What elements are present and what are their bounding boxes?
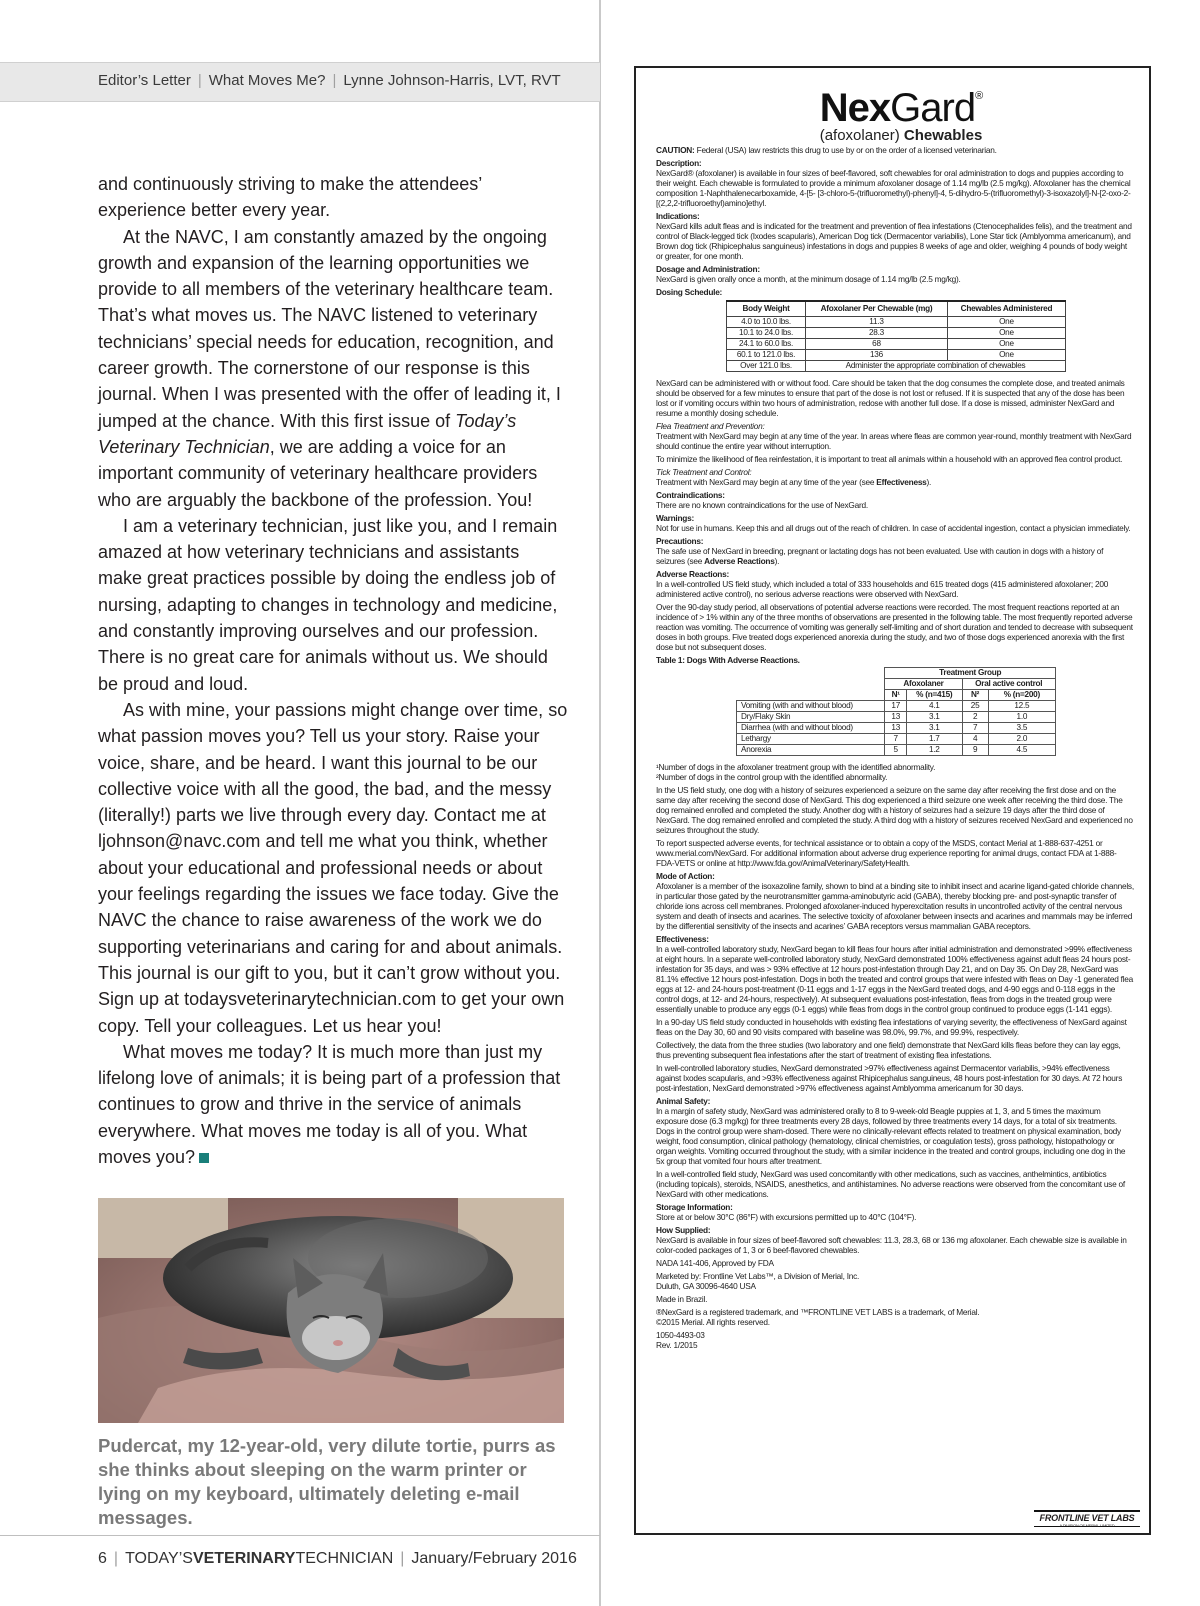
header-breadcrumb: Editor’s Letter | What Moves Me? | Lynne Johnson-Harris, LVT, RVT: [98, 72, 561, 89]
end-of-article-mark: [199, 1153, 209, 1163]
section-header: [0, 62, 600, 102]
table-row: Lethargy 7 1.7 4 2.0: [737, 734, 1056, 745]
page-number: 6: [98, 1550, 107, 1567]
page-footer: 6 | TODAY’SVETERINARYTECHNICIAN | January/February 2016: [98, 1550, 577, 1567]
footer-rule: [0, 1535, 600, 1536]
dosing-schedule-table: Body Weight Afoxolaner Per Chewable (mg) Chewables Administered 4.0 to 10.0 lbs. 11.3 One 10.1 to 24.0 lbs. 28.3 One 24.1 to 60.0 lbs. 68 One 60.1 to 121.0 lbs. 136 One Over 121.0 lbs. Administer the appropriate combination of chewables: [726, 300, 1066, 372]
cat-photo: [98, 1198, 564, 1423]
table-row: Vomiting (with and without blood) 17 4.1 25 12.5: [737, 701, 1056, 712]
prescribing-info: CAUTION: Federal (USA) law restricts this drug to use by or on the order of a licensed veterinarian. Description: NexGard® (afoxolaner) is available in four sizes of beef-flavored, soft chewables for oral administration to dogs and puppies according to their weight. Each chewable is formulated to provide a minimum afoxolaner dosage of 1.14 mg/lb (2.5 mg/kg). Afoxolaner has the chemical composition 1-Naphthalenecarboxamide, 4-[5- [3-chloro-5-(trifluoromethyl)-phenyl]-4, 5-dihydro-5-(trifluoromethyl)-3-isoxazolyl]-N-[2-oxo-2-[(2,2,2-trifluoroethyl)amino]ethyl. Indications: NexGard kills adult fleas and is indicated for the treatment and prevention of flea infestations (Ctenocephalides felis), and the treatment and control of Black-legged tick (Ixodes scapularis), American Dog tick (Dermacentor variabilis), Lone Star tick (Amblyomma americanum), and Brown dog tick (Rhipicephalus sanguineus) infestations in dogs and puppies 8 weeks of age and older, weighing 4 pounds of body weight or greater, for one month. Dosage and Administration: NexGard is given orally once a month, at the minimum dosage of 1.14 mg/lb (2.5 mg/kg). Dosing Schedule: Body Weight Afoxolaner Per Chewable (mg) Chewables Administered 4.0 to 10.0 lbs. 11.3 One 10.1 to 24.0 lbs. 28.3 One 24.1 to 60.0 lbs. 68 One 60.1 to 121.0 lbs. 136 One Over 121.0 lbs. Administer the appropriate combination of chewables NexGard can be administered with or without food. Care should be taken that the dog consumes the complete dose, and treated animals should be observed for a few minutes to ensure that part of the dose is not lost or refused. If it is suspected that any of the dose has been lost or if vomiting occurs within two hours of administration, redose with another full dose. If a dose is missed, administer NexGard and resume a monthly dosing schedule. Flea Treatment and Prevention: Treatment with NexGard may begin at any time of the year. In areas where fleas are common year-round, monthly treatment with NexGard should continue the entire year without interruption. To minimize the likelihood of flea reinfestation, it is important to treat all animals within a household with an approved flea control product. Tick Treatment and Control: Treatment with NexGard may begin at any time of the year (see Effectiveness). Contraindications: There are no known contraindications for the use of NexGard. Warnings: Not for use in humans. Keep this and all drugs out of the reach of children. In case of accidental ingestion, contact a physician immediately. Precautions: The safe use of NexGard in breeding, pregnant or lactating dogs has not been evaluated. Use with caution in dogs with a history of seizures (see Adverse Reactions). Adverse Reactions: In a well-controlled US field study, which included a total of 333 households and 615 treated dogs (415 administered afoxolaner; 200 administered active control), no serious adverse reactions were observed with NexGard. Over the 90-day study period, all observations of potential adverse reactions were recorded. The most frequent reactions reported at an incidence of > 1% within any of the three months of observations are presented in the following table. The most frequently reported adverse reaction was vomiting. The occurrence of vomiting was generally self-limiting and of short duration and tended to decrease with subsequent doses in both groups. Five treated dogs experienced anorexia during the study, and two of those dogs experienced anorexia with the first dose but not subsequent doses. Table 1: Dogs With Adverse Reactions. Treatment Group Afoxolaner Oral active control N¹ % (n=415) N² % (n=200) Vomiting (with and without blood) 17 4.1 25 12.5 Dry/Flaky Skin 13 3.1 2 1.0 Diarrhea (with and without blood) 13 3.1 7 3.5 Lethargy 7 1.7 4 2.0 Anorexia 5 1.2 9 4.5 ¹Number of dogs in the afoxolaner treatment group with the identified abnormality. ²Number of dogs in the control group with the identified abnormality. In the US field study, one dog with a history of seizures experienced a seizure on the same day after receiving the first dose and on the same day after receiving the second dose of NexGard. This dog experienced a third seizure one week after receiving the third dose. The dog remained enrolled and completed the study. Another dog with a history of seizures had a seizure 19 days after the third dose of NexGard. The dog remained enrolled and completed the study. A third dog with a history of seizures received NexGard and experienced no seizures throughout the study. To report suspected adverse events, for technical assistance or to obtain a copy of the MSDS, contact Merial at 1-888-637-4251 or www.merial.com/NexGard. For additional information about adverse drug experience reporting for animal drugs, contact FDA at 1-888-FDA-VETS or online at http://www.fda.gov/AnimalVeterinary/SafetyHealth. Mode of Action: Afoxolaner is a member of the isoxazoline family, shown to bind at a binding site to inhibit insect and acarine ligand-gated chloride channels, in particular those gated by the neurotransmitter gamma-aminobutyric acid (GABA), thereby blocking pre- and post-synaptic transfer of chloride ions across cell membranes. Prolonged afoxolaner-induced hyperexcitation results in uncontrolled activity of the central nervous system and death of insects and acarines. The selective toxicity of afoxolaner between insects and acarines and mammals may be inferred by the differential sensitivity of the insects and acarines’ GABA receptors versus mammalian GABA receptors. Effectiveness: In a well-controlled laboratory study, NexGard began to kill fleas four hours after initial administration and demonstrated >99% effectiveness at eight hours. In a separate well-controlled laboratory study, NexGard demonstrated 100% effectiveness against adult fleas 24 hours post-infestation for 35 days, and was > 93% effective at 12 hours post-infestation through Day 21, and on Day 35. On Day 28, NexGard was 81.1% effective 12 hours post-infestation. Dogs in both the treated and control groups that were infested with fleas on Day -1 generated flea eggs at 12- and 24-hours post-treatment (0-11 eggs and 1-17 eggs in the NexGard treated dogs, and 4-90 eggs and 0-118 eggs in the control dogs, at 12- and 24-hours, respectively). At subsequent evaluations post-infestation, fleas from dogs in the treated group were essentially unable to produce any eggs (0-1 eggs) while fleas from dogs in the control group continued to produce eggs (1-141 eggs). In a 90-day US field study conducted in households with existing flea infestations of varying severity, the effectiveness of NexGard against fleas on the Day 30, 60 and 90 visits compared with baseline was 98.0%, 99.7%, and 99.9%, respectively. Collectively, the data from the three studies (two laboratory and one field) demonstrate that NexGard kills fleas before they can lay eggs, thus preventing subsequent flea infestations after the start of treatment of existing flea infestations. In well-controlled laboratory studies, NexGard demonstrated >97% effectiveness against Dermacentor variabilis, >94% effectiveness against Ixodes scapularis, and >93% effectiveness against Rhipicephalus sanguineus, 48 hours post-infestation for 30 days. At 72 hours post-infestation, NexGard demonstrated >97% effectiveness against Amblyomma americanum for 30 days. Animal Safety: In a margin of safety study, NexGard was administered orally to 8 to 9-week-old Beagle puppies at 1, 3, and 5 times the maximum exposure dose (6.3 mg/kg) for three treatments every 28 days, followed by three treatments every 14 days, for a total of six treatments. Dogs in the control group were sham-dosed. There were no clinically-relevant effects related to treatment on physical examination, body weight, food consumption, clinical pathology (hematology, clinical chemistries, or coagulation tests), gross pathology, histopathology or organ weights. Vomiting occurred throughout the study, with a similar incidence in the treated and control groups, including one dog in the 5x group that vomited four hours after treatment. In a well-controlled field study, NexGard was used concomitantly with other medications, such as vaccines, anthelmintics, antibiotics (including topicals), steroids, NSAIDS, anesthetics, and antihistamines. No adverse reactions were observed from the concomitant use of NexGard with other medications. Storage Information: Store at or below 30°C (86°F) with excursions permitted up to 40°C (104°F). How Supplied: NexGard is available in four sizes of beef-flavored soft chewables: 11.3, 28.3, 68 or 136 mg afoxolaner. Each chewable size is available in color-coded packages of 1, 3 or 6 beef-flavored chewables. NADA 141-406, Approved by FDA Marketed by: Frontline Vet Labs™, a Division of Merial, Inc. Duluth, GA 30096-4640 USA Made in Brazil. ®NexGard is a registered trademark, and ™FRONTLINE VET LABS is a trademark, of Merial. ©2015 Merial. All rights reserved. 1050-4493-03 Rev. 1/2015: [656, 145, 1134, 1350]
table-row: Anorexia 5 1.2 9 4.5: [737, 745, 1056, 756]
photo-caption: Pudercat, my 12-year-old, very dilute tortie, purrs as she thinks about sleeping on the warm printer or lying on my keyboard, ultimately deleting e-mail messages.: [98, 1435, 556, 1528]
table-row: 4.0 to 10.0 lbs. 11.3 One: [727, 317, 1066, 328]
table-row: 10.1 to 24.0 lbs. 28.3 One: [727, 328, 1066, 339]
header-section: Editor’s Letter: [98, 72, 191, 89]
issue-date: January/February 2016: [411, 1550, 577, 1567]
table-row: 60.1 to 121.0 lbs. 136 One: [727, 350, 1066, 361]
page-divider: [599, 0, 601, 1606]
magazine-name: TODAY’SVETERINARYTECHNICIAN: [125, 1550, 394, 1567]
header-column: What Moves Me?: [208, 72, 326, 89]
letter-paragraph-2: At the NAVC, I am constantly amazed by the ongoing growth and expansion of the learning opportunities we provide to all members of the veterinary healthcare team. That’s what moves us. The NAVC listened to veterinary technicians’ special needs for education, recognition, and career growth. The cornerstone of our response is this journal. When I was presented with the offer of leading it, I jumped at the chance. With this first issue of Today’s Veterinary Technician, we are adding a voice for an important community of veterinary healthcare providers who are arguably the backbone of the profession. You!: [98, 226, 561, 510]
nexgard-logo: NexGard® (afoxolaner) Chewables: [819, 86, 983, 144]
table-row: Diarrhea (with and without blood) 13 3.1 7 3.5: [737, 723, 1056, 734]
nexgard-ad: [634, 66, 1151, 1535]
journal-title: Today’s Veterinary Technician: [98, 410, 517, 457]
table-row: Dry/Flaky Skin 13 3.1 2 1.0: [737, 712, 1056, 723]
letter-paragraph-4: As with mine, your passions might change over time, so what passion moves you? Tell us your story. Raise your voice, share, and be heard. I want this journal to be our collective voice with all the good, the bad, and the messy (literally!) parts we live through every day. Contact me at ljohnson@navc.com and tell me what you think, whether about your educational and professional needs or about your feelings regarding the issues we face today. Give the NAVC the chance to raise awareness of the work we do supporting veterinarians and caring for and about animals. This journal is our gift to you, but it can’t grow without you. Sign up at todaysveterinarytechnician.com to get your own copy. Tell your colleagues. Let us hear you!: [98, 699, 568, 1036]
letter-paragraph-5: What moves me today? It is much more than just my lifelong love of animals; it is being part of a profession that continues to grow and thrive in the service of animals everywhere. What moves me today is all of you. What moves you?: [98, 1041, 561, 1167]
table-row: Over 121.0 lbs. Administer the appropriate combination of chewables: [727, 361, 1066, 372]
header-author: Lynne Johnson-Harris, LVT, RVT: [343, 72, 561, 89]
letter-body: [98, 171, 568, 1170]
letter-paragraph-3: I am a veterinary technician, just like you, and I remain amazed at how veterinary technicians and assistants make great practices possible by doing the endless job of nursing, adapting to changes in technology and medicine, and constantly improving ourselves and our profession. There is no great care for animals without us. We should be proud and loud.: [98, 515, 558, 694]
frontline-vet-labs-logo: FRONTLINE VET LABS A DIVISION OF MERIAL LIMITED: [1034, 1510, 1140, 1527]
adverse-reactions-table: Treatment Group Afoxolaner Oral active control N¹ % (n=415) N² % (n=200) Vomiting (with and without blood) 17 4.1 25 12.5 Dry/Flaky Skin 13 3.1 2 1.0 Diarrhea (with and without blood) 13 3.1 7 3.5 Lethargy 7 1.7 4 2.0 Anorexia 5 1.2 9 4.5: [736, 667, 1056, 756]
table-row: 24.1 to 60.0 lbs. 68 One: [727, 339, 1066, 350]
letter-paragraph-1: and continuously striving to make the attendees’ experience better every year.: [98, 174, 482, 221]
